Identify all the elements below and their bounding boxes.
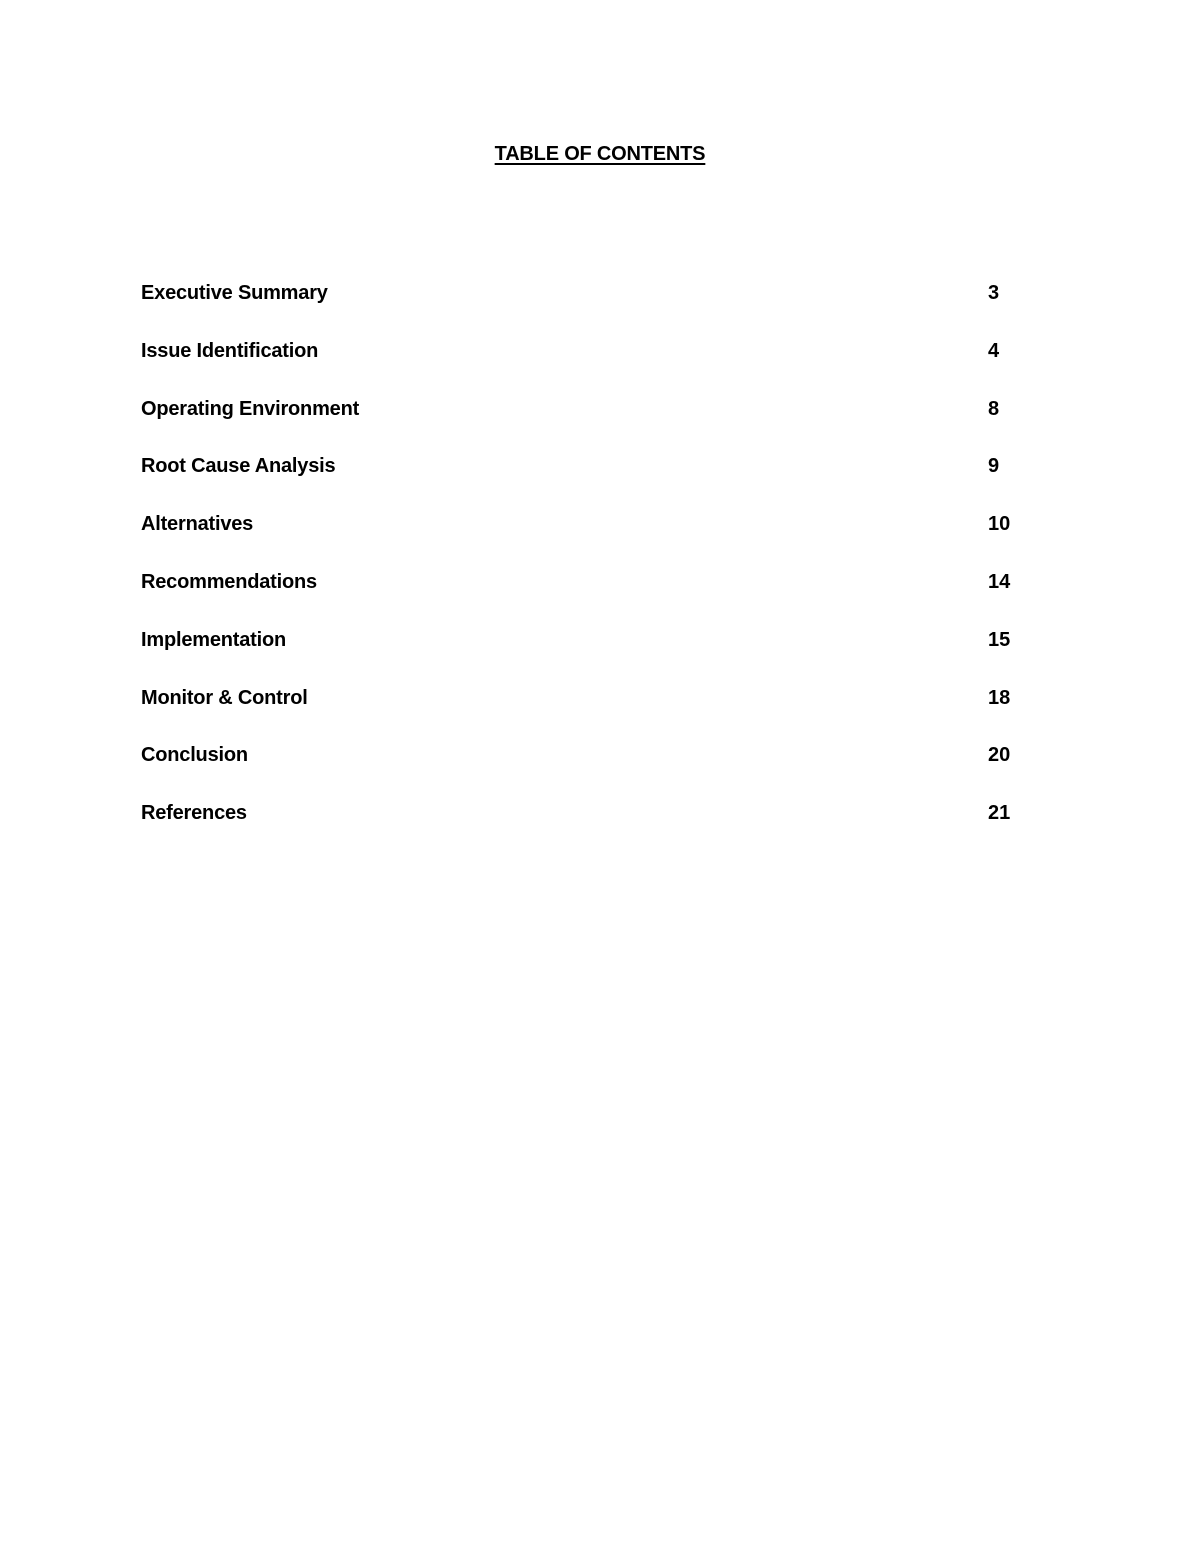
toc-entry-page: 20 <box>988 744 1011 767</box>
toc-entry-page: 9 <box>988 455 1000 478</box>
toc-entry-label: Issue Identification <box>141 339 319 362</box>
toc-entry-label: Executive Summary <box>141 282 328 304</box>
toc-entry <box>141 340 1021 398</box>
toc-entry-label: Recommendations <box>141 570 317 593</box>
toc-entry <box>141 744 1021 802</box>
toc-entry-label: Alternatives <box>141 513 254 536</box>
toc-entry-label: Operating Environment <box>141 397 360 420</box>
toc-entry <box>141 687 1021 745</box>
toc-entry-page: 3 <box>988 282 1000 304</box>
toc-entry-label: Conclusion <box>141 744 248 767</box>
toc-entry-page: 8 <box>988 397 1000 420</box>
page-title: TABLE OF CONTENTS <box>494 143 706 165</box>
toc-entry-label: References <box>141 802 247 825</box>
toc-entry <box>141 398 1021 456</box>
toc-entry <box>141 571 1021 629</box>
toc-entry <box>141 802 1021 860</box>
toc-entry-page: 21 <box>988 802 1011 825</box>
toc-entry-page: 14 <box>988 570 1011 593</box>
toc-entry-page: 18 <box>988 686 1011 709</box>
toc-list <box>141 282 1021 860</box>
toc-entry <box>141 629 1021 687</box>
toc-entry-label: Monitor & Control <box>141 686 308 709</box>
toc-entry-page: 4 <box>988 339 1000 362</box>
toc-entry <box>141 513 1021 571</box>
toc-entry-label: Implementation <box>141 628 286 651</box>
toc-entry-label: Root Cause Analysis <box>141 455 336 478</box>
toc-entry <box>141 455 1021 513</box>
toc-entry-page: 15 <box>988 628 1011 651</box>
toc-entry <box>141 282 1021 340</box>
toc-entry-page: 10 <box>988 513 1011 536</box>
